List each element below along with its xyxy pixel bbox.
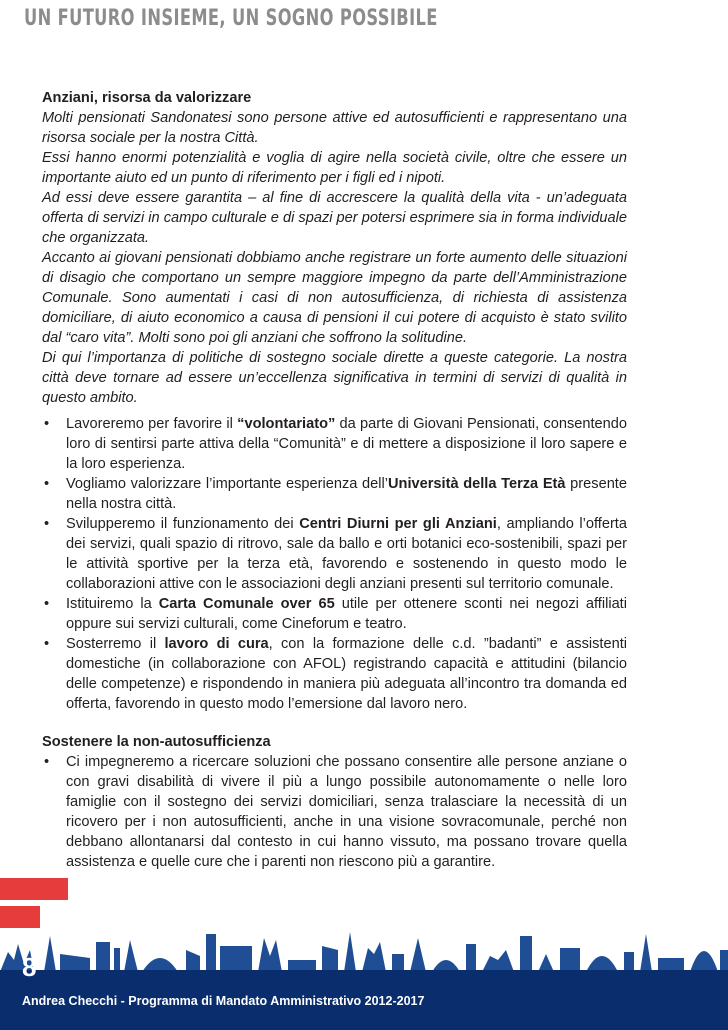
intro-paragraphs xyxy=(42,108,627,408)
bullet-item: • Ci impegneremo a ricercare soluzioni che possano consentire alle persone anziane o con gravi disabilità di vivere il più a lungo possibile autonomamente o nelle loro famiglie con il sostegno dei servizi domiciliari, senza tralasciare la necessità di un ricovero per i non autosufficienti, anche in una visione sovracomunale, perché non debbano allontanarsi dal contesto in cui hanno vissuto, ma possano trovare quella assistenza e quelle cure che i parenti non riescono più a garantire. xyxy=(42,752,627,872)
section-non-autosufficienza xyxy=(42,732,627,872)
decorative-red-bars xyxy=(0,878,76,934)
footer-band xyxy=(0,930,728,1030)
page-number: 8 xyxy=(22,952,37,982)
section-heading-anziani: Anziani, risorsa da valorizzare xyxy=(42,90,252,106)
paragraph: Ad essi deve essere garantita – al fine di accrescere la qualità della vita - un’adeguata offerta di servizi in campo culturale e di spazi per potersi esprimere sia in forma individuale che organizzata. xyxy=(42,190,627,246)
section-heading-non-autosufficienza: Sostenere la non-autosufficienza xyxy=(42,734,271,750)
paragraph: Accanto ai giovani pensionati dobbiamo anche registrare un forte aumento delle situazioni di disagio che comportano un sempre maggiore impegno da parte dell’Amministrazione Comunale. Sono aumentati i casi di non autosufficienza, di richiesta di assistenza domiciliare, di aiuto economico a causa di pensioni il cui potere di acquisto è stato svilito dal “caro vita”. Molti sono poi gli anziani che soffrono la solitudine. xyxy=(42,250,627,346)
paragraph: Molti pensionati Sandonatesi sono persone attive ed autosufficienti e rappresentano una risorsa sociale per la nostra Città. xyxy=(42,110,627,146)
bullet-list-anziani xyxy=(42,414,627,714)
bullet-item: • Lavoreremo per favorire il “volontariato” da parte di Giovani Pensionati, consentendo loro di sentirsi parte attiva della “Comunità” e di mettere a disposizione il loro sapere e la loro esperienza. xyxy=(42,414,627,474)
bullet-item: • Istituiremo la Carta Comunale over 65 utile per ottenere sconti nei negozi affiliati oppure sui servizi culturali, come Cineforum e teatro. xyxy=(42,594,627,634)
paragraph: Essi hanno enormi potenzialità e voglia di agire nella società civile, oltre che essere un importante aiuto ed un punto di riferimento per i figli ed i nipoti. xyxy=(42,150,627,186)
paragraph: Di qui l’importanza di politiche di sostegno sociale dirette a queste categorie. La nostra città deve tornare ad essere un’eccellenza significativa in termini di servizi di qualità in questo ambito. xyxy=(42,350,627,406)
bullet-item: • Vogliamo valorizzare l’importante esperienza dell’Università della Terza Età presente nella nostra città. xyxy=(42,474,627,514)
bullet-item: • Sosterremo il lavoro di cura, con la formazione delle c.d. ”badanti” e assistenti domestiche (in collaborazione con AFOL) registrando capacità e attitudini (bilancio delle competenze) e rispondendo in maniera più adeguata all’incontro tra domanda ed offerta, favorendo in questo modo l’emersione dal lavoro nero. xyxy=(42,634,627,714)
bullet-list-non-autosufficienza xyxy=(42,752,627,872)
footer-caption: Andrea Checchi - Programma di Mandato Amministrativo 2012-2017 xyxy=(22,994,425,1008)
page-header-title: UN FUTURO INSIEME, UN SOGNO POSSIBILE xyxy=(24,6,438,31)
bullet-item: • Svilupperemo il funzionamento dei Centri Diurni per gli Anziani, ampliando l’offerta dei servizi, quali spazio di ritrovo, sale da ballo e orti botanici eco-sostenibili, spazi per le attività sportive per la terza età, favorendo e sostenendo in questo modo le collaborazioni attive con le associazioni degli anziani presenti sul territorio comunale. xyxy=(42,514,627,594)
main-content xyxy=(42,88,627,872)
city-skyline-illustration xyxy=(0,930,728,1030)
